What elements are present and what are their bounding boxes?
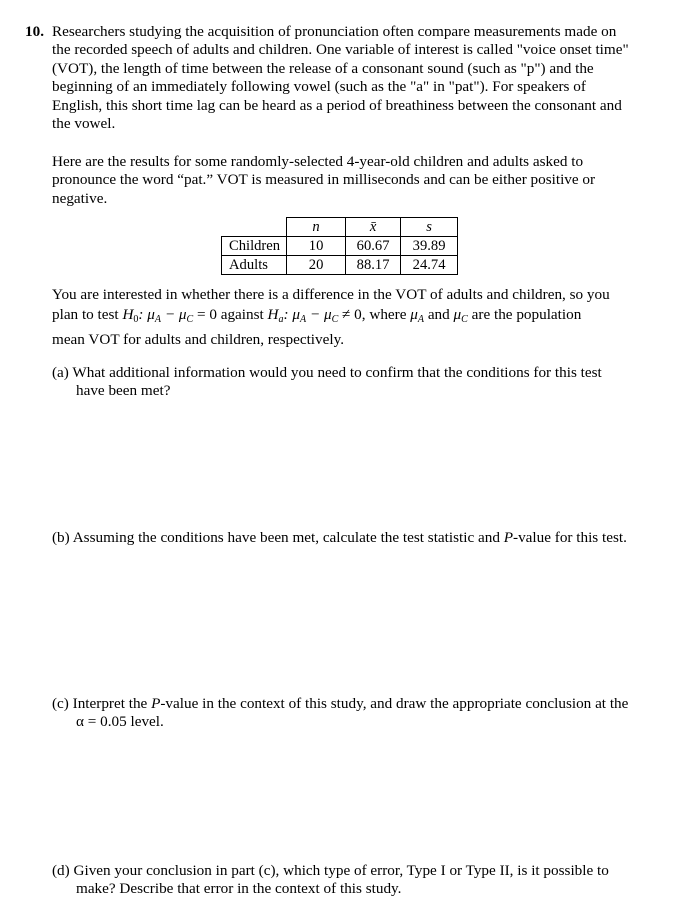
results-line: pronounce the word “pat.” VOT is measured in milliseconds and can be either positive or xyxy=(52,171,596,189)
p-symbol: P xyxy=(151,695,161,712)
part-c-text: α = 0.05 level. xyxy=(76,713,164,731)
table-header-n: n xyxy=(287,218,346,237)
ha-mu: : μ xyxy=(283,306,300,323)
table-cell: 20 xyxy=(287,256,346,275)
table-corner-cell xyxy=(222,218,287,237)
intro-line: the vowel. xyxy=(52,115,116,133)
part-b-text: Assuming the conditions have been met, calculate the test statistic and xyxy=(72,529,504,546)
intro-line: (VOT), the length of time between the release of a consonant sound (such as "p") and the xyxy=(52,59,594,77)
table-header-row xyxy=(222,218,458,237)
question-number: 10. xyxy=(25,23,44,40)
part-c-text: Interpret the xyxy=(72,695,152,712)
table-header-s: s xyxy=(401,218,458,237)
part-b-label: (b) xyxy=(52,529,70,546)
results-line: negative. xyxy=(52,189,108,207)
part-b xyxy=(52,529,667,547)
part-a-text: have been met? xyxy=(76,382,171,400)
hypothesis-text: are the population xyxy=(467,306,582,323)
mu-c-subscript: C xyxy=(461,314,468,325)
h0-mu-c-sub: C xyxy=(186,314,194,325)
part-c xyxy=(52,695,667,732)
data-table xyxy=(221,217,458,275)
intro-paragraph xyxy=(52,23,672,133)
table-cell: 10 xyxy=(287,237,346,256)
mu-c-symbol: μ xyxy=(453,306,462,323)
hypothesis-text: plan to test xyxy=(52,306,123,323)
hypothesis-line: You are interested in whether there is a difference in the VOT of adults and children, so you xyxy=(52,286,610,303)
ha-not-equal: ≠ 0 xyxy=(338,306,362,323)
h0-minus-mu: − μ xyxy=(161,306,187,323)
part-a-label: (a) xyxy=(52,364,69,381)
and-text: and xyxy=(424,306,454,323)
p-symbol: P xyxy=(503,529,514,546)
intro-line: English, this short time lag can be heard as a period of breathiness between the consonant and xyxy=(52,96,622,114)
results-line: Here are the results for some randomly-selected 4-year-old children and adults asked to xyxy=(52,153,584,170)
part-c-text: -value in the context of this study, and draw the appropriate conclusion at the xyxy=(160,695,629,712)
results-paragraph xyxy=(52,153,672,208)
part-a xyxy=(52,364,667,401)
table-cell: 39.89 xyxy=(401,237,458,256)
intro-line: the recorded speech of adults and children. One variable of interest is called "voice onset time" xyxy=(52,41,629,59)
part-c-label: (c) xyxy=(52,695,69,712)
part-a-text: What additional information would you need to confirm that the conditions for this test xyxy=(72,364,602,381)
part-d-label: (d) xyxy=(52,862,70,879)
part-d-text: Given your conclusion in part (c), which type of error, Type I or Type II, is it possible to xyxy=(73,862,609,879)
table-cell: 88.17 xyxy=(346,256,401,275)
h0-equals: = 0 xyxy=(193,306,217,323)
hypothesis-paragraph xyxy=(52,285,672,350)
table-row xyxy=(222,256,458,275)
ha-minus-mu: − μ xyxy=(306,306,332,323)
part-b-text: -value for this test. xyxy=(513,529,627,546)
h0-subscript: 0 xyxy=(133,314,139,325)
ha-mu-c-sub: C xyxy=(331,314,339,325)
part-d xyxy=(52,862,667,899)
intro-line: Researchers studying the acquisition of pronunciation often compare measurements made on xyxy=(52,23,617,40)
hypothesis-line xyxy=(52,305,672,330)
ha-mu-a-sub: A xyxy=(300,314,307,325)
part-d-text: make? Describe that error in the context of this study. xyxy=(76,880,402,898)
mu-a-subscript: A xyxy=(417,314,425,325)
ha-symbol: H xyxy=(267,306,279,323)
part-c-line xyxy=(52,695,667,713)
part-a-line xyxy=(52,364,667,382)
table-header-xbar: x̄ xyxy=(346,218,401,237)
h0-mu: : μ xyxy=(138,306,155,323)
table-row-label: Children xyxy=(222,237,287,256)
table-cell: 60.67 xyxy=(346,237,401,256)
intro-line: beginning of an immediately following vowel (such as the "a" in "pat"). For speakers of xyxy=(52,78,586,96)
h0-symbol: H xyxy=(122,306,134,323)
hypothesis-line: mean VOT for adults and children, respectively. xyxy=(52,331,344,348)
where-text: , where xyxy=(361,306,411,323)
part-d-line xyxy=(52,862,667,880)
table-row-label: Adults xyxy=(222,256,287,275)
mu-a-symbol: μ xyxy=(410,306,418,323)
ha-subscript: a xyxy=(278,314,284,325)
against-text: against xyxy=(216,306,268,323)
table-cell: 24.74 xyxy=(401,256,458,275)
table-row xyxy=(222,237,458,256)
h0-mu-a-sub: A xyxy=(154,314,162,325)
